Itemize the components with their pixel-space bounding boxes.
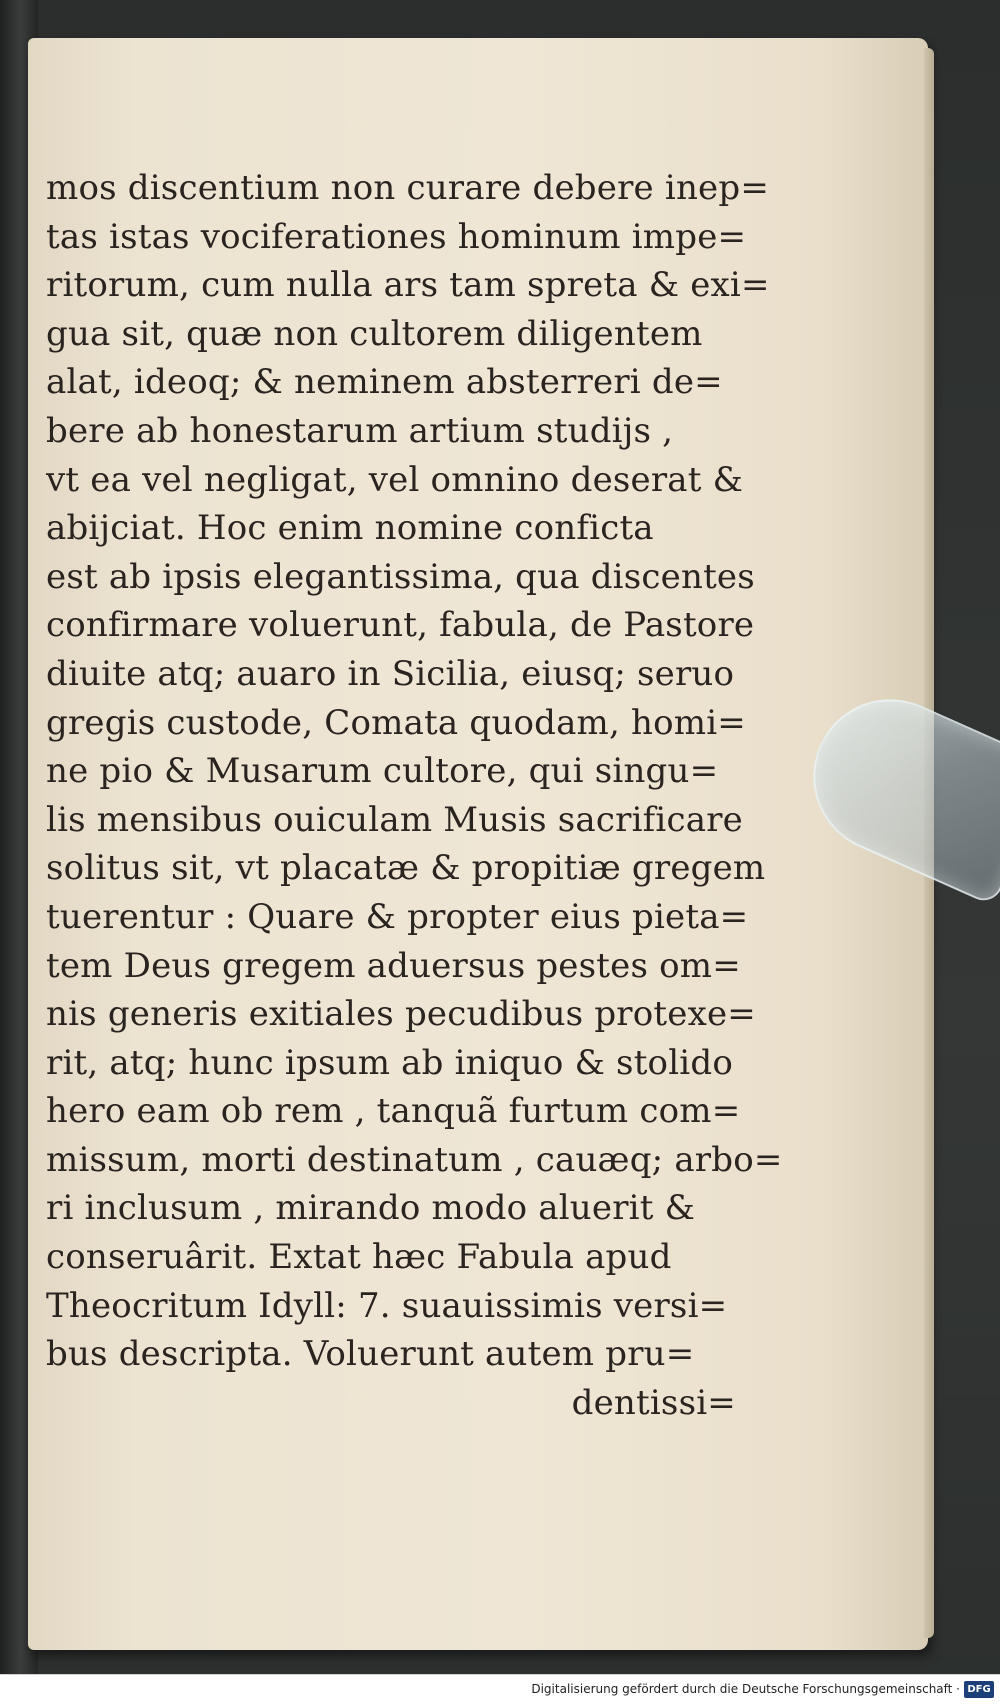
text-line: abijciat. Hoc enim nomine conficta — [46, 508, 654, 549]
page-text — [46, 164, 783, 1427]
text-line: vt ea vel negligat, vel omnino deserat & — [46, 459, 744, 500]
text-line: gua sit, quæ non cultorem diligentem — [46, 313, 703, 354]
text-line: ritorum, cum nulla ars tam spreta & exi= — [46, 265, 770, 306]
text-line: confirmare voluerunt, fabula, de Pastore — [46, 605, 755, 646]
text-line: bus descripta. Voluerunt autem pru= — [46, 1334, 695, 1375]
text-line: lis mensibus ouiculam Musis sacrificare — [46, 799, 743, 840]
text-line: tuerentur : Quare & propter eius pieta= — [46, 896, 749, 937]
text-line: diuite atq; auaro in Sicilia, eiusq; seruo — [46, 653, 735, 694]
funding-credit: Digitalisierung gefördert durch die Deutsche Forschungsgemeinschaft · — [531, 1682, 960, 1696]
text-line: missum, morti destinatum , cauæq; arbo= — [46, 1139, 783, 1180]
text-line: ri inclusum , mirando modo aluerit & — [46, 1188, 696, 1229]
book-page — [28, 38, 928, 1650]
text-line: alat, ideoq; & neminem absterreri de= — [46, 362, 723, 403]
text-line: ne pio & Musarum cultore, qui singu= — [46, 751, 719, 792]
digitization-footer — [0, 1674, 1000, 1705]
text-line: est ab ipsis elegantissima, qua discentes — [46, 556, 755, 597]
text-line: mos discentium non curare debere inep= — [46, 168, 770, 208]
text-line: rit, atq; hunc ipsum ab iniquo & stolido — [46, 1042, 734, 1083]
catchword: dentissi= — [571, 1382, 736, 1423]
text-line: bere ab honestarum artium studijs , — [46, 410, 674, 451]
text-line: Theocritum Idyll: 7. suauissimis versi= — [46, 1285, 728, 1326]
text-line: gregis custode, Comata quodam, homi= — [46, 702, 746, 743]
text-line: tem Deus gregem aduersus pestes om= — [46, 945, 741, 986]
text-line: hero eam ob rem , tanquã furtum com= — [46, 1091, 741, 1132]
text-line: nis generis exitiales pecudibus protexe= — [46, 994, 756, 1035]
dfg-logo-icon: DFG — [964, 1681, 994, 1698]
text-line: tas istas vociferationes hominum impe= — [46, 216, 747, 257]
text-line: conseruârit. Extat hæc Fabula apud — [46, 1237, 672, 1278]
text-line: solitus sit, vt placatæ & propitiæ gregem — [46, 848, 766, 889]
